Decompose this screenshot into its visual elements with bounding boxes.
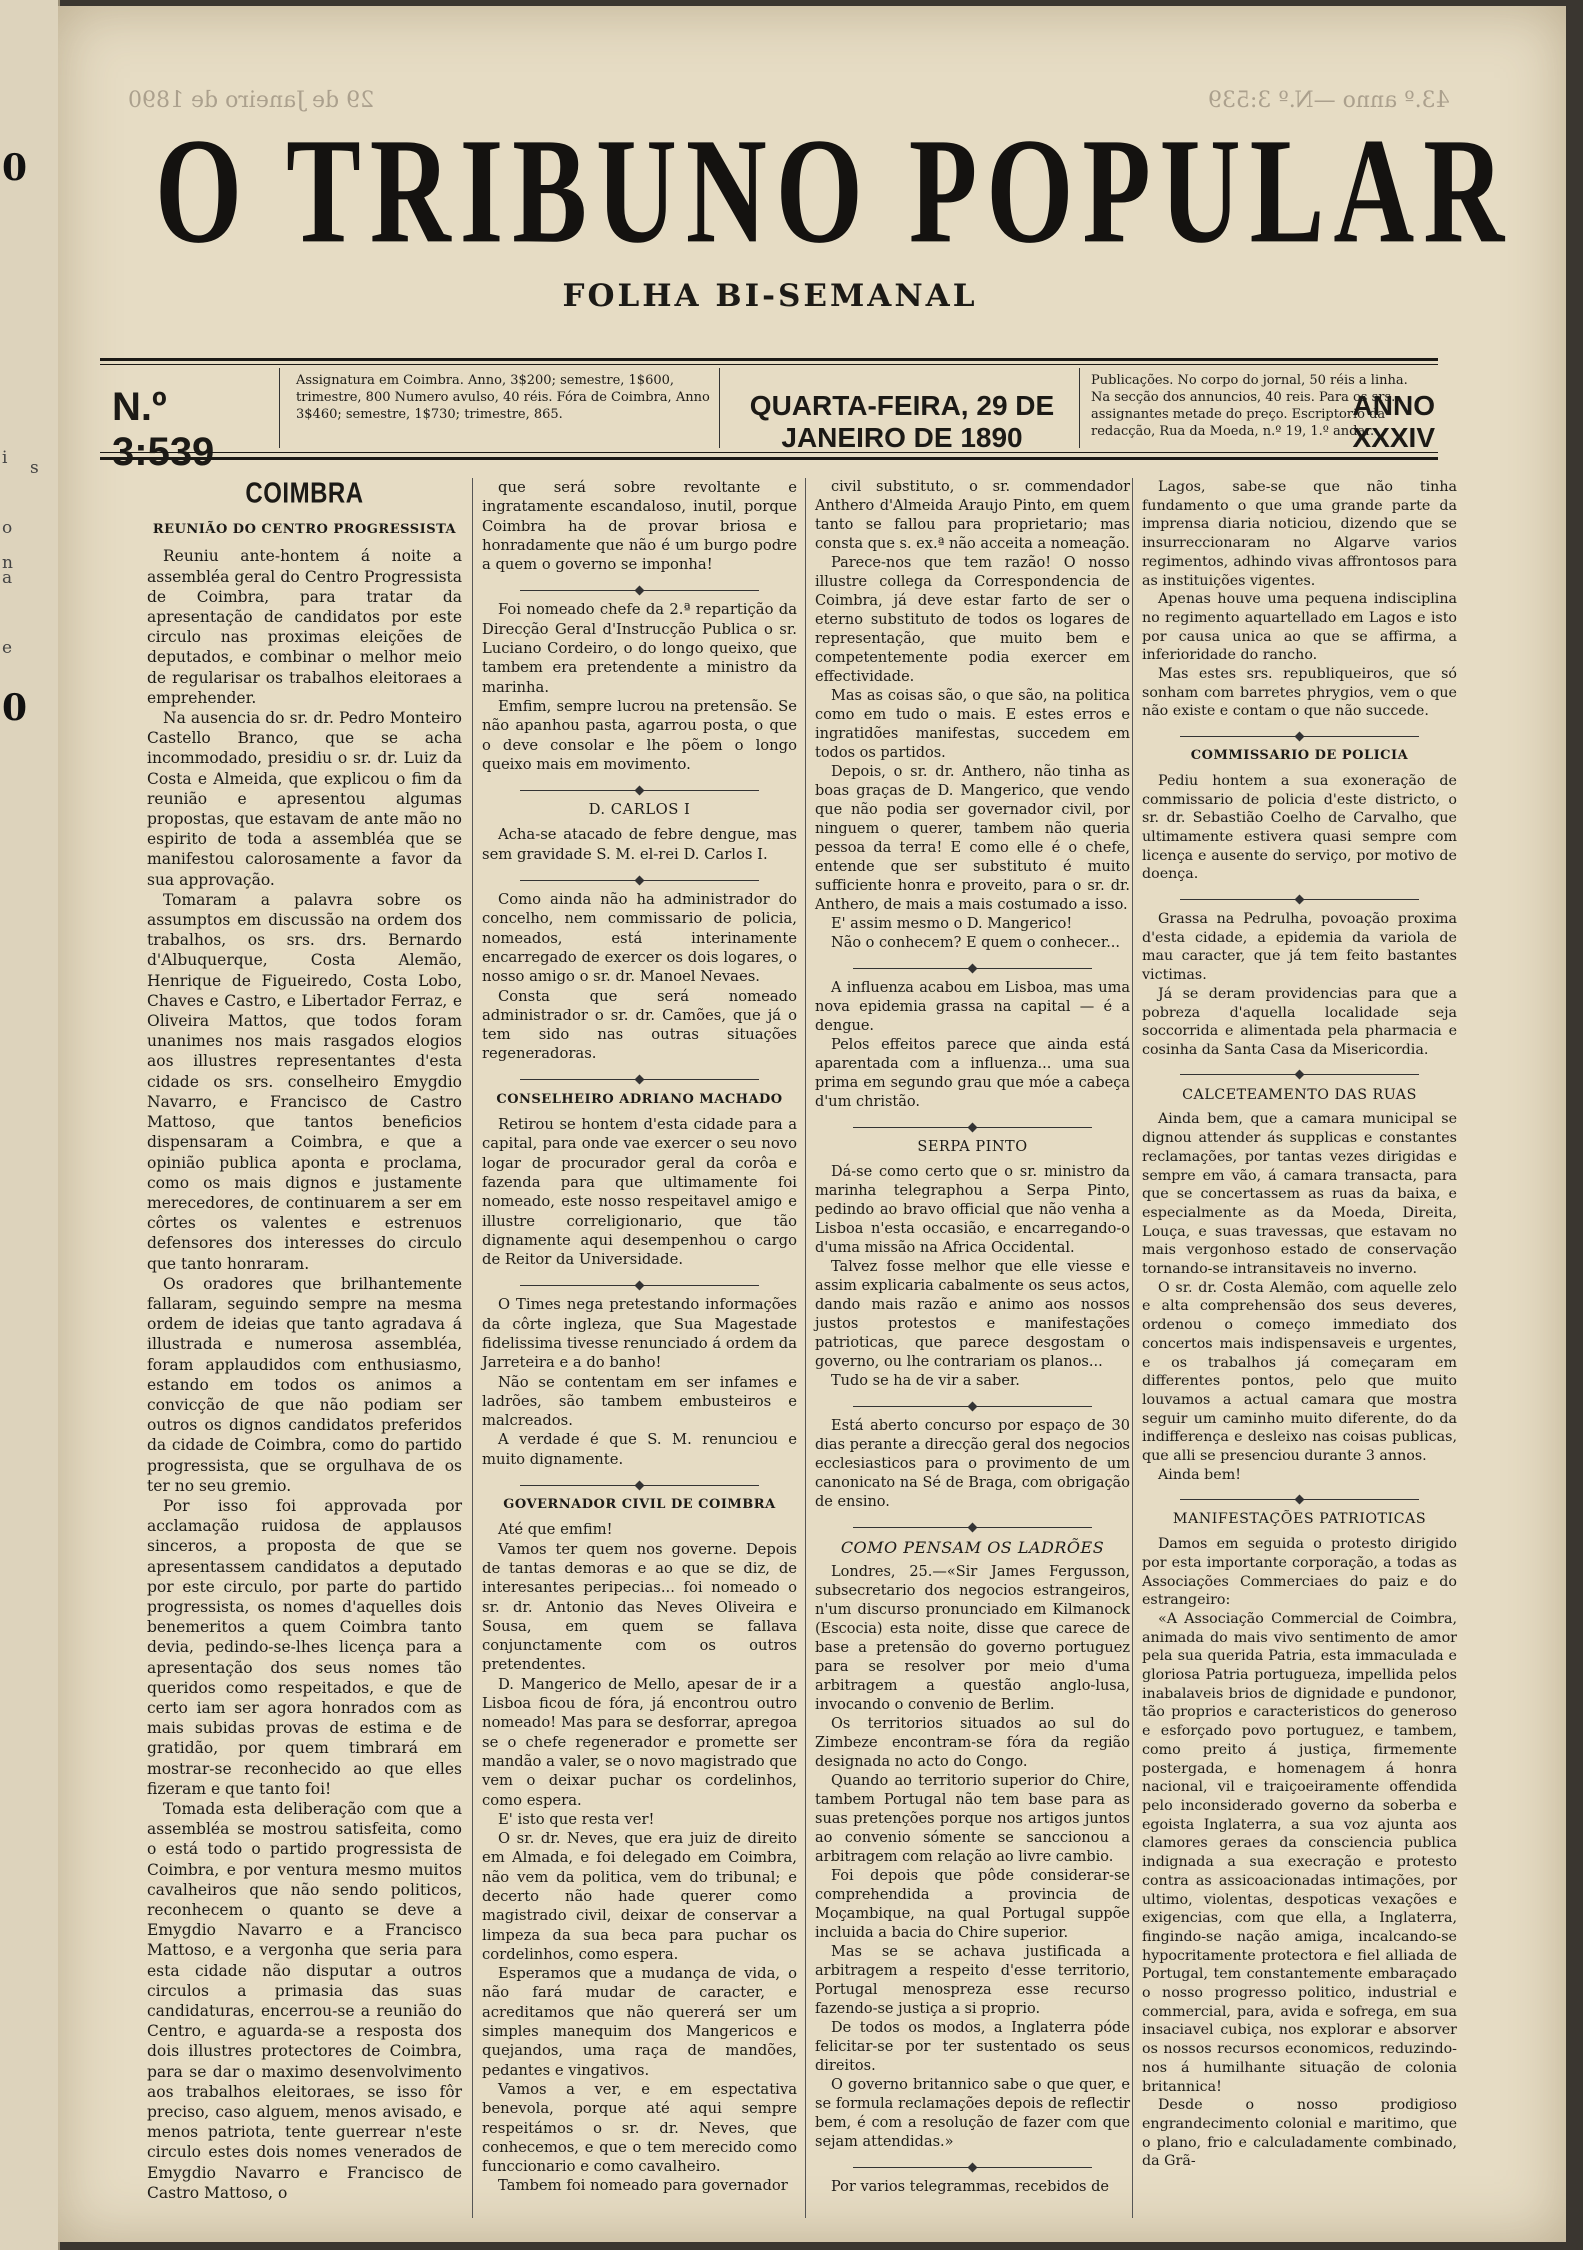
column-divider (1132, 478, 1133, 2218)
column-divider (472, 478, 473, 2218)
paragraph: Mas estes srs. republiqueiros, que só sonham com barretes phrygios, vem o que não existe e contam o que não succede. (1142, 666, 1457, 720)
separator-ornament (815, 2158, 1130, 2172)
article-heading: GOVERNADOR CIVIL DE COIMBRA (503, 1497, 776, 1513)
paragraph: A influenza acabou em Lisboa, mas uma nova epidemia grassa na capital — é a dengue. (815, 980, 1130, 1034)
paragraph: Pediu hontem a sua exoneração de commissario de policia d'este districto, o sr. dr. Sebastião Coelho de Carvalho, que ultimamente estivera quasi sempre com licença e ausente do serviço, por motivo de doença. (1142, 772, 1457, 883)
show-through-text-left: 29 de Janeiro de 1890 (128, 88, 375, 113)
separator-ornament (482, 580, 797, 594)
paragraph: Acha-se atacado de febre dengue, mas sem gravidade S. M. el-rei D. Carlos I. (482, 826, 797, 863)
separator-ornament (1142, 727, 1457, 741)
paragraph: A verdade é que S. M. renunciou e muito dignamente. (482, 1431, 797, 1468)
paragraph: Mas as coisas são, o que são, na politica como em tudo o mais. E estes erros e ingratidões manifestas, succedem em todos os partidos. (815, 688, 1130, 761)
spine-fragment: 0 (2, 687, 28, 729)
paragraph: O sr. dr. Costa Alemão, com aquelle zelo e alta comprehensão dos seus deveres, ordenou o começo immediato dos concertos mais indispensaveis e urgentes, e os trabalhos já começaram em differentes pontos, pelo que muito louvamos a actual camara que mostra seguir um caminho muito diferente, do da indifferença e desleixo nas coisas publicas, que alli se presenciou durante 3 annos. (1142, 1279, 1457, 1465)
show-through-text-right: 43.º anno —N.º 3:539 (1208, 88, 1450, 113)
paragraph: Dá-se como certo que o sr. ministro da marinha telegraphou a Serpa Pinto, pedindo ao bravo official que não venha a Lisboa n'esta occasião, e encarregando-o d'uma missão na Africa Occidental. (815, 1164, 1130, 1256)
paragraph: Esperamos que a mudança de vida, o não fará mudar de caracter, e acreditamos que não quererá ser um simples manequim dos Mangericos e quejandos, uma raça de mandões, pedantes e vingativos. (482, 1965, 797, 2079)
column-2 (482, 478, 797, 2196)
issue-date: QUARTA-FEIRA, 29 DE JANEIRO DE 1890 (725, 368, 1080, 448)
paragraph: Vamos ter quem nos governe. Depois de tantas demoras e ao que se diz, de interesantes peripecias... foi nomeado o sr. dr. Antonio das Neves Oliveira e Sousa, em quem se fallava conjunctamente com os outros pretendentes. (482, 1540, 797, 1674)
column-4 (1142, 478, 1457, 2171)
header-rule-top (100, 358, 1438, 361)
separator-ornament (482, 870, 797, 884)
paragraph: Os territorios situados ao sul do Zimbeze encontram-se fóra da região designada no acto do Congo. (815, 1716, 1130, 1770)
paragraph: Os oradores que brilhantemente fallaram, seguindo sempre na mesma ordem de ideias que tanto agradava á illustrada e numerosa assembléa, foram applaudidos com enthusiasmo, estando em todos os animos a convicção de que não podiam ser outros os dignos candidatos preferidos da cidade de Coimbra, como do partido progressista, que se orgulhava de os ter no seu gremio. (147, 1274, 462, 1495)
paragraph: Tomaram a palavra sobre os assumptos em discussão na ordem dos trabalhos, os srs. drs. Bernardo d'Albuquerque, Costa Alemão, Henrique de Figueiredo, Costa Lobo, Chaves e Castro, e Libertador Ferraz, e Oliveira Mattos, que todos foram unanimes nos mais rasgados elogios aos illustres representantes d'esta cidade os srs. conselheiro Emygdio Navarro, e Francisco de Castro Mattoso, que tantos beneficios dispensaram a Coimbra, e que a opinião publica aponta e proclama, como os mais dignos e justamente merecedores, de continuarem a ser em côrtes os valentes e estrenuos defensores dos interesses do circulo que tanto honraram. (147, 890, 462, 1273)
article-heading: SERPA PINTO (917, 1139, 1028, 1155)
paragraph: Reuniu ante-hontem á noite a assembléa geral do Centro Progressista de Coimbra, para tratar da apresentação de candidatos por este circulo nas proximas eleições de deputados, e combinar o melhor meio de regularisar os trabalhos eleitoraes a emprehender. (147, 547, 462, 707)
paragraph: Damos em seguida o protesto dirigido por esta importante corporação, a todas as Associações Commerciaes do paiz e do estrangeiro: (1142, 1536, 1457, 1609)
spine-fragment: n (2, 553, 13, 573)
separator-ornament (1142, 1490, 1457, 1504)
separator-ornament (482, 1475, 797, 1489)
article-heading: D. CARLOS I (588, 801, 691, 819)
paragraph: Desde o nosso prodigioso engrandecimento colonial e maritimo, que o plano, frio e calculadamente combinado, da Grã- (1142, 2097, 1457, 2170)
header-rule-bottom (100, 457, 1438, 460)
separator-ornament (815, 1518, 1130, 1532)
paragraph: Grassa na Pedrulha, povoação proxima d'esta cidade, a epidemia da variola de mau caracter, que já tem feito bastantes victimas. (1142, 911, 1457, 984)
paragraph: Não o conhecem? E quem o conhecer... (831, 935, 1121, 951)
paragraph: E' assim mesmo o D. Mangerico! (831, 916, 1073, 932)
paragraph: Retirou se hontem d'esta cidade para a capital, para onde vae exercer o seu novo logar de procurador geral da corôa e fazenda para que ultimamente foi nomeado, este nosso respeitavel amigo e illustre correligionario, que tão dignamente aqui desempenhou o cargo de Reitor da Universidade. (482, 1116, 797, 1269)
paragraph: Tudo se ha de vir a saber. (831, 1373, 1020, 1389)
column-divider (805, 478, 806, 2218)
masthead-title: O TRIBUNO POPULAR (155, 107, 1514, 276)
article-heading: CALCETEAMENTO DAS RUAS (1182, 1086, 1417, 1103)
paragraph: Depois, o sr. dr. Anthero, não tinha as boas graças de D. Mangerico, que vendo que não podia ser governador civil, por ninguem o querer, tambem não queria pessoa da terra! E como elle é o chefe, entende que ser substituto é muito sufficiente honra e proveito, para o sr. dr. Anthero, de mais a mais costumado a isso. (815, 764, 1130, 913)
paragraph: «A Associação Commercial de Coimbra, animada do mais vivo sentimento de amor pela sua querida Patria, esta immaculada e gloriosa Patria portugueza, impellida pelos inabalaveis brios de dignidade e pundonor, tão proprios e caracteristicos do generoso e esforçado povo portuguez, e tambem, como preito á justiça, firmemente postergada, e homenagem á honra nacional, vil e traiçoeiramente offendida pelo inconsiderado governo da soberba e egoista Inglaterra, a sua voz ajunta aos clamores geraes da consciencia publica indignada a sua execração e protesto contra as assicoacionadas intimações, por ultimo, violentas, despoticas vexações e exigencias, com que ella, a Inglaterra, fingindo-se nação amiga, incalcando-se hypocritamente protectora e fiel alliada de Portugal, tem constantemente embaraçado o nosso progresso politico, industrial e commercial, para, avida e sofrega, em sua insaciavel cubiça, nos explorar e absorver os nossos recursos economicos, reduzindo-nos á humilhante situação de colonia britannica! (1142, 1610, 1457, 2095)
paragraph: Parece-nos que tem razão! O nosso illustre collega da Correspondencia de Coimbra, já deve estar farto de ser o eterno substituto de todos os logares de representação, que muito bem e competentemente podia exercer em effectividade. (815, 555, 1130, 685)
paragraph: Está aberto concurso por espaço de 30 dias perante a direcção geral dos negocios ecclesiasticos para o provimento de um canonicato na Sé de Braga, com obrigação de ensino. (815, 1418, 1130, 1510)
paragraph: Talvez fosse melhor que elle viesse e assim explicaria cabalmente os seus actos, dando mais razão e animo aos nossos justos protestos e manifestações patrioticas, que parece desgostam o governo, ou lhe contrariam os planos... (815, 1259, 1131, 1370)
subscription-info: Assignatura em Coimbra. Anno, 3$200; semestre, 1$600, trimestre, 800 Numero avulso, 40 réis. Fóra de Coimbra, Anno 3$460; semestre, 1$730; trimestre, 865. (290, 368, 720, 448)
separator-ornament (482, 780, 797, 794)
paragraph: O Times nega pretestando informações da côrte ingleza, que Sua Magestade fidelissima tivesse renunciado á ordem da Jarreteira e a do banho! (482, 1296, 797, 1372)
article-heading: COMMISSARIO DE POLICIA (1190, 748, 1409, 764)
paragraph: Como ainda não ha administrador do concelho, nem commissario de policia, nomeados, está interinamente encarregado de exercer os dois logares, o nosso amigo o sr. dr. Manoel Nevaes. (482, 891, 797, 986)
separator-ornament (482, 1275, 797, 1289)
article-heading: COMO PENSAM OS LADRÕES (840, 1538, 1105, 1557)
paragraph: Lagos, sabe-se que não tinha fundamento o que uma grande parte da imprensa diaria noticiou, dizendo que se insurreccionaram no Algarve varios regimentos, adhindo vivas affrontosos para as instituições vigentes. (1142, 479, 1457, 589)
separator-ornament (1142, 1066, 1457, 1080)
column-1 (147, 478, 462, 2203)
header-rule-bottom-thin (100, 452, 1438, 453)
spine-fragment: s (30, 458, 39, 478)
separator-ornament (482, 1070, 797, 1084)
paragraph: D. Mangerico de Mello, apesar de ir a Lisboa ficou de fóra, já encontrou outro nomeado! Mas para se desforrar, apregoa se o chefe regenerador e promette ser mandão a valer, se o novo magistrado que vem o deixar puchar os cordelinhos, como espera. (482, 1675, 797, 1809)
spine-fragment: a (2, 568, 13, 588)
paragraph: O governo britannico sabe o que quer, e se formula reclamações depois de reflectir bem, é com a resolução de fazer com que sejam attendidas.» (815, 2077, 1130, 2150)
paragraph: Vamos a ver, e em espectativa benevola, porque até aqui sempre respeitámos o sr. dr. Neves, que conhecemos, e que o tem merecido como funccionario e como cavalheiro. (482, 2080, 797, 2176)
article-heading: CONSELHEIRO ADRIANO MACHADO (496, 1091, 783, 1107)
paragraph: Londres, 25.—«Sir James Fergusson, subsecretario dos negocios estrangeiros, n'um discurso pronunciado em Kilmanock (Escocia) esta noite, disse que carece de base a pretensão do governo portuguez para se resolver por meio d'uma arbitragem a questão anglo-lusa, invocando o convenio de Berlim. (815, 1564, 1130, 1713)
column-3 (815, 478, 1130, 2197)
paragraph: E' isto que resta ver! (498, 1810, 655, 1828)
paragraph: Por varios telegrammas, recebidos de (831, 2179, 1109, 2195)
paragraph: Quando ao territorio superior do Chire, tambem Portugal não tem base para as suas pretenções porque nos artigos juntos ao convenio sómente se sanccionou a arbitragem com relação ao livre cambio. (815, 1773, 1130, 1865)
article-heading: MANIFESTAÇÕES PATRIOTICAS (1172, 1511, 1427, 1528)
paragraph: que será sobre revoltante e ingratamente escandaloso, inutil, porque Coimbra ha de provar briosa e honradamente que não é um burgo podre a quem o governo se imponha! (482, 479, 797, 574)
paragraph: Ainda bem, que a camara municipal se dignou attender ás supplicas e constantes reclamações, por tantas vezes dirigidas e sempre em vão, á camara transacta, para que se concertassem as ruas da baixa, e especialmente as da Moeda, Direita, Louça, e suas travessas, que estavam no mais vergonhoso estado de conservação tornando-se intransitaveis no inverno. (1142, 1111, 1457, 1278)
spine-fragment: 0 (2, 147, 28, 189)
header-rule-top-thin (100, 364, 1438, 365)
paragraph: Não se contentam em ser infames e ladrões, são tambem embusteiros e malcreados. (482, 1373, 797, 1430)
paragraph: Apenas houve uma pequena indisciplina no regimento aquartellado em Lagos e isto por causa unica ao que se affirma, a inferioridade do rancho. (1142, 591, 1457, 664)
paragraph: Foi depois que pôde considerar-se comprehendida a provincia de Moçambique, na qual Portugal suppõe incluida a bacia do Chire superior. (815, 1868, 1130, 1941)
separator-ornament (815, 959, 1130, 973)
spine-fragment: e (2, 638, 13, 658)
masthead-subtitle: FOLHA BI-SEMANAL (562, 278, 978, 314)
paragraph: Já se deram providencias para que a pobreza d'aquella localidade seja soccorrida e alimentada pela pharmacia e cosinha da Santa Casa da Misericordia. (1142, 985, 1457, 1058)
paragraph: civil substituto, o sr. commendador Anthero d'Almeida Araujo Pinto, em quem tanto se fallou para proprietario; mas consta que s. ex.ª não acceita a nomeação. (815, 479, 1130, 552)
paragraph: Na ausencia do sr. dr. Pedro Monteiro Castello Branco, que se acha incommodado, presidiu o sr. dr. Luiz da Costa e Almeida, que explicou o fim da reunião e apresentou algumas propostas, que estavam de ante mão no espirito de toda a assembléa que se manifestou calorosamente a favor da sua approvação. (147, 709, 462, 889)
paragraph: Emfim, sempre lucrou na pretensão. Se não apanhou pasta, agarrou posta, o que o deve consolar e lhe põem o longo queixo mais em movimento. (482, 697, 797, 773)
separator-ornament (1142, 890, 1457, 904)
publication-rates: Publicações. No corpo do jornal, 50 réis a linha. Na secção dos annuncios, 40 reis. Para os srs. assignantes metade do preço. Escriptorio da redacção, Rua da Moeda, n.º 19, 1.º andar. (1091, 373, 1408, 439)
paragraph: Consta que será nomeado administrador o sr. dr. Camões, que já o tem sido nas outras situações regeneradoras. (482, 987, 797, 1063)
spine-fragment: i (2, 448, 8, 468)
paragraph: Pelos effeitos parece que ainda está aparentada com a influenza... uma sua prima em segundo grau que móe a cabeça d'um christão. (815, 1037, 1130, 1110)
paragraph: Mas se se achava justificada a arbitragem a respeito d'esse territorio, Portugal menospreza esse recurso fazendo-se justiça a si proprio. (815, 1944, 1130, 2017)
paragraph: O sr. dr. Neves, que era juiz de direito em Almada, e foi delegado em Coimbra, não vem da politica, vem do tribunal; e decerto não hade querer como magistrado civil, deixar de conservar a limpeza da sua beca para puchar os cordelinhos, como espera. (482, 1830, 797, 1963)
paragraph: De todos os modos, a Inglaterra póde felicitar-se por ter sustentado os seus direitos. (815, 2020, 1130, 2074)
separator-ornament (815, 1118, 1130, 1132)
separator-ornament (815, 1397, 1130, 1411)
adjacent-page-spine (0, 0, 60, 2250)
issue-info-bar (100, 368, 1438, 474)
issue-number: N.º 3:539 (100, 368, 280, 448)
paragraph: Até que emfim! (498, 1521, 613, 1539)
paragraph: Tambem foi nomeado para governador (498, 2177, 788, 2195)
paragraph: Ainda bem! (1158, 1466, 1241, 1483)
volume-year: ANNO XXXIV (1352, 390, 1435, 453)
paragraph: Foi nomeado chefe da 2.ª repartição da Direcção Geral d'Instrucção Publica o sr. Luciano Cordeiro, o do longo queixo, que tambem era pretendente a ministro da marinha. (482, 601, 797, 696)
paragraph: Por isso foi approvada por acclamação ruidosa de applausos sinceros, a proposta de que se apresentassem candidatos a deputado por este circulo, por parte do partido progressista, os nomes d'aquelles dois benemeritos a quem Coimbra tanto devia, pedindo-se-lhes licença para a apresentação dos seus nomes tão queridos como respeitados, e que de certo iam ser agora honrados com as mais subidas provas de estima e de gratidão, por quem timbrará em mostrar-se reconhecido ao que elles fizeram e que tanto foi! (147, 1496, 462, 1798)
article-heading: REUNIÃO DO CENTRO PROGRESSISTA (152, 522, 457, 538)
paragraph: Tomada esta deliberação com que a assembléa se mostrou satisfeita, como o está todo o partido progressista de Coimbra, e por ventura mesmo muitos cavalheiros que não sendo politicos, reconhecem o quanto se deve a Emygdio Navarro e a Francisco Mattoso, e a vergonha que seria para esta cidade não disputar a outros circulos a primasia das suas candidaturas, encerrou-se a reunião do Centro, e aguarda-se a resposta dos dois illustres protectores de Coimbra, para se dar o maximo desenvolvimento aos trabalhos eleitoraes, se isso fôr preciso, caso alguem, menos avisado, e menos patriota, tente guerrear n'este circulo estes dois nomes venerados de Emygdio Navarro e Francisco de Castro Mattoso, o (147, 1800, 462, 2202)
spine-fragment: o (2, 518, 13, 538)
section-heading: COIMBRA (245, 477, 364, 510)
